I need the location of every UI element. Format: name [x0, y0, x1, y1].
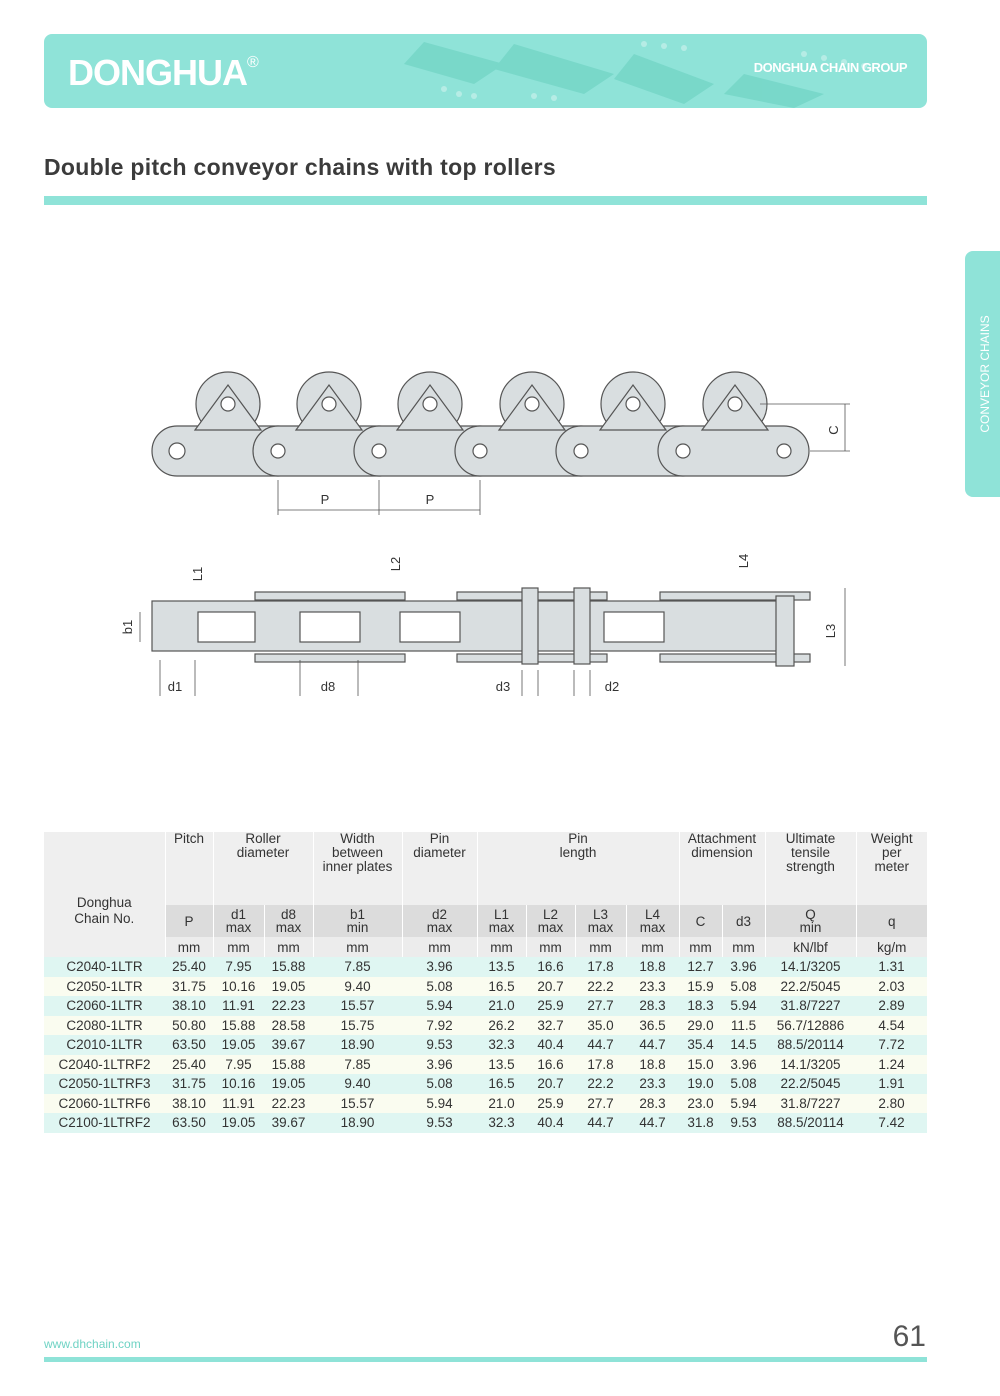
value-cell: 31.8/7227	[765, 1094, 856, 1114]
l3-label: L3	[823, 623, 838, 639]
value-cell: 16.5	[477, 977, 526, 997]
value-cell: 39.67	[264, 1113, 313, 1133]
value-cell: 1.31	[856, 957, 927, 977]
value-cell: 38.10	[165, 1094, 213, 1114]
value-cell: 88.5/20114	[765, 1113, 856, 1133]
table-row	[44, 996, 927, 1016]
value-cell: 22.2/5045	[765, 977, 856, 997]
footer-bar	[44, 1357, 927, 1362]
symbol: L1	[493, 907, 510, 922]
value-cell: 40.4	[526, 1113, 575, 1133]
table-row	[44, 977, 927, 997]
value-cell: 5.94	[402, 996, 477, 1016]
chain-number-cell: C2050-1LTR	[44, 977, 165, 997]
value-cell: 31.75	[165, 1074, 213, 1094]
value-cell: 16.6	[526, 1055, 575, 1075]
value-cell: 13.5	[477, 1055, 526, 1075]
value-cell: 2.89	[856, 996, 927, 1016]
value-cell: 3.96	[402, 957, 477, 977]
page-title: Double pitch conveyor chains with top rollers	[44, 154, 556, 180]
value-cell: 23.0	[679, 1094, 722, 1114]
chain-no-header: Donghua Chain No.	[44, 832, 165, 957]
header-pitch: Pitch	[165, 832, 213, 905]
value-cell: 88.5/20114	[765, 1035, 856, 1055]
value-cell: 1.24	[856, 1055, 927, 1075]
chain-number-cell: C2010-1LTR	[44, 1035, 165, 1055]
value-cell: 40.4	[526, 1035, 575, 1055]
value-cell: 21.0	[477, 996, 526, 1016]
d2-label: d2	[604, 679, 620, 694]
value-cell: 5.94	[722, 1094, 765, 1114]
table-row	[44, 1113, 927, 1133]
symbol: L3	[592, 907, 609, 922]
value-cell: 15.88	[264, 1055, 313, 1075]
symbol-row: P d1 max d8 max b1 min d2 max L1 max L2 max L3 max L4 max C d3 Q min q	[44, 905, 927, 937]
value-cell: 36.5	[626, 1016, 679, 1036]
value-cell: 5.08	[722, 977, 765, 997]
value-cell: 21.0	[477, 1094, 526, 1114]
table-row	[44, 1016, 927, 1036]
value-cell: 5.08	[402, 977, 477, 997]
value-cell: 18.90	[313, 1035, 402, 1055]
value-cell: 9.53	[722, 1113, 765, 1133]
header-weight: Weight per meter	[856, 832, 927, 905]
value-cell: 35.0	[575, 1016, 626, 1036]
brand-logo: DONGHUA®	[68, 52, 258, 93]
value-cell: 9.53	[402, 1113, 477, 1133]
value-cell: 5.08	[722, 1074, 765, 1094]
side-view	[152, 372, 809, 476]
value-cell: 18.3	[679, 996, 722, 1016]
header-width: Width between inner plates	[313, 832, 402, 905]
symbol: C	[695, 913, 706, 929]
value-cell: 16.6	[526, 957, 575, 977]
value-cell: 5.94	[402, 1094, 477, 1114]
value-cell: 13.5	[477, 957, 526, 977]
value-cell: 17.8	[575, 957, 626, 977]
value-cell: 15.9	[679, 977, 722, 997]
value-cell: 19.05	[213, 1113, 264, 1133]
value-cell: 9.40	[313, 977, 402, 997]
value-cell: 7.95	[213, 1055, 264, 1075]
symbol: d1	[230, 907, 247, 922]
value-cell: 25.9	[526, 996, 575, 1016]
value-cell: 9.53	[402, 1035, 477, 1055]
value-cell: 27.7	[575, 1094, 626, 1114]
header-tensile: Ultimate tensile strength	[765, 832, 856, 905]
symbol: L2	[542, 907, 559, 922]
value-cell: 18.8	[626, 957, 679, 977]
value-cell: 56.7/12886	[765, 1016, 856, 1036]
value-cell: 19.05	[213, 1035, 264, 1055]
c-label: C	[826, 425, 841, 435]
value-cell: 14.5	[722, 1035, 765, 1055]
header-attachment: Attachment dimension	[679, 832, 765, 905]
value-cell: 19.0	[679, 1074, 722, 1094]
value-cell: 4.54	[856, 1016, 927, 1036]
value-cell: 2.03	[856, 977, 927, 997]
symbol: b1	[349, 907, 366, 922]
l1-label: L1	[190, 566, 205, 582]
value-cell: 19.05	[264, 977, 313, 997]
value-cell: 15.88	[264, 957, 313, 977]
table-row	[44, 1035, 927, 1055]
chain-number-cell: C2100-1LTRF2	[44, 1113, 165, 1133]
symbol: Q	[805, 907, 816, 922]
symbol: d3	[735, 913, 752, 929]
d8-label: d8	[320, 679, 336, 694]
attachment-plates	[195, 385, 768, 430]
value-cell: 31.8	[679, 1113, 722, 1133]
chain-number-cell: C2040-1LTRF2	[44, 1055, 165, 1075]
chain-number-cell: C2060-1LTRF6	[44, 1094, 165, 1114]
value-cell: 12.7	[679, 957, 722, 977]
l4-label: L4	[736, 553, 751, 569]
header-pin-diameter: Pin diameter	[402, 832, 477, 905]
value-cell: 11.91	[213, 1094, 264, 1114]
value-cell: 22.2/5045	[765, 1074, 856, 1094]
unit-row: mm mm mm mm mm mm mm mm mm mm mm kN/lbf kg/m	[44, 937, 927, 957]
value-cell: 63.50	[165, 1113, 213, 1133]
value-cell: 26.2	[477, 1016, 526, 1036]
value-cell: 7.95	[213, 957, 264, 977]
value-cell: 22.23	[264, 996, 313, 1016]
value-cell: 50.80	[165, 1016, 213, 1036]
header-pin-length: Pin length	[477, 832, 679, 905]
value-cell: 7.72	[856, 1035, 927, 1055]
value-cell: 10.16	[213, 1074, 264, 1094]
value-cell: 18.90	[313, 1113, 402, 1133]
value-cell: 15.75	[313, 1016, 402, 1036]
value-cell: 22.23	[264, 1094, 313, 1114]
value-cell: 7.42	[856, 1113, 927, 1133]
value-cell: 28.3	[626, 996, 679, 1016]
pitch-label-2: P	[425, 492, 435, 507]
value-cell: 18.8	[626, 1055, 679, 1075]
symbol: q	[887, 913, 896, 929]
pitch-label-1: P	[320, 492, 330, 507]
value-cell: 29.0	[679, 1016, 722, 1036]
value-cell: 3.96	[722, 957, 765, 977]
value-cell: 15.0	[679, 1055, 722, 1075]
table-row	[44, 1074, 927, 1094]
value-cell: 63.50	[165, 1035, 213, 1055]
value-cell: 7.92	[402, 1016, 477, 1036]
side-tab[interactable]: CONVEYOR CHAINS	[965, 251, 1000, 497]
value-cell: 3.96	[722, 1055, 765, 1075]
b1-label: b1	[120, 619, 135, 635]
chain-number-cell: C2040-1LTR	[44, 957, 165, 977]
website-link[interactable]: www.dhchain.com	[44, 1337, 141, 1351]
value-cell: 31.75	[165, 977, 213, 997]
value-cell: 15.57	[313, 996, 402, 1016]
value-cell: 22.2	[575, 1074, 626, 1094]
header-roller-diameter: Roller diameter	[213, 832, 313, 905]
value-cell: 44.7	[575, 1035, 626, 1055]
symbol: d8	[280, 907, 297, 922]
value-cell: 23.3	[626, 977, 679, 997]
symbol: L4	[644, 907, 661, 922]
value-cell: 28.58	[264, 1016, 313, 1036]
symbol: P	[184, 913, 194, 929]
chain-number-cell: C2050-1LTRF3	[44, 1074, 165, 1094]
value-cell: 44.7	[575, 1113, 626, 1133]
value-cell: 32.3	[477, 1035, 526, 1055]
value-cell: 16.5	[477, 1074, 526, 1094]
value-cell: 35.4	[679, 1035, 722, 1055]
value-cell: 5.08	[402, 1074, 477, 1094]
value-cell: 20.7	[526, 1074, 575, 1094]
value-cell: 2.80	[856, 1094, 927, 1114]
value-cell: 3.96	[402, 1055, 477, 1075]
spec-table	[44, 832, 927, 1133]
value-cell: 23.3	[626, 1074, 679, 1094]
value-cell: 11.5	[722, 1016, 765, 1036]
value-cell: 14.1/3205	[765, 1055, 856, 1075]
value-cell: 7.85	[313, 1055, 402, 1075]
value-cell: 27.7	[575, 996, 626, 1016]
top-view	[152, 588, 810, 666]
value-cell: 28.3	[626, 1094, 679, 1114]
value-cell: 15.57	[313, 1094, 402, 1114]
value-cell: 22.2	[575, 977, 626, 997]
value-cell: 44.7	[626, 1035, 679, 1055]
chain-number-cell: C2080-1LTR	[44, 1016, 165, 1036]
d3-label: d3	[495, 679, 511, 694]
value-cell: 11.91	[213, 996, 264, 1016]
value-cell: 31.8/7227	[765, 996, 856, 1016]
value-cell: 38.10	[165, 996, 213, 1016]
value-cell: 19.05	[264, 1074, 313, 1094]
group-name: DONGHUA CHAIN GROUP	[753, 60, 907, 75]
value-cell: 25.40	[165, 1055, 213, 1075]
value-cell: 39.67	[264, 1035, 313, 1055]
value-cell: 17.8	[575, 1055, 626, 1075]
value-cell: 32.3	[477, 1113, 526, 1133]
value-cell: 1.91	[856, 1074, 927, 1094]
value-cell: 10.16	[213, 977, 264, 997]
table-row	[44, 1094, 927, 1114]
value-cell: 5.94	[722, 996, 765, 1016]
value-cell: 9.40	[313, 1074, 402, 1094]
symbol: d2	[431, 907, 448, 922]
chain-number-cell: C2060-1LTR	[44, 996, 165, 1016]
value-cell: 7.85	[313, 957, 402, 977]
value-cell: 25.40	[165, 957, 213, 977]
value-cell: 32.7	[526, 1016, 575, 1036]
value-cell: 20.7	[526, 977, 575, 997]
page-number: 61	[892, 1320, 926, 1353]
value-cell: 15.88	[213, 1016, 264, 1036]
d1-label: d1	[167, 679, 183, 694]
table-row	[44, 1055, 927, 1075]
value-cell: 25.9	[526, 1094, 575, 1114]
l2-label: L2	[388, 556, 403, 572]
value-cell: 44.7	[626, 1113, 679, 1133]
value-cell: 14.1/3205	[765, 957, 856, 977]
table-row	[44, 957, 927, 977]
